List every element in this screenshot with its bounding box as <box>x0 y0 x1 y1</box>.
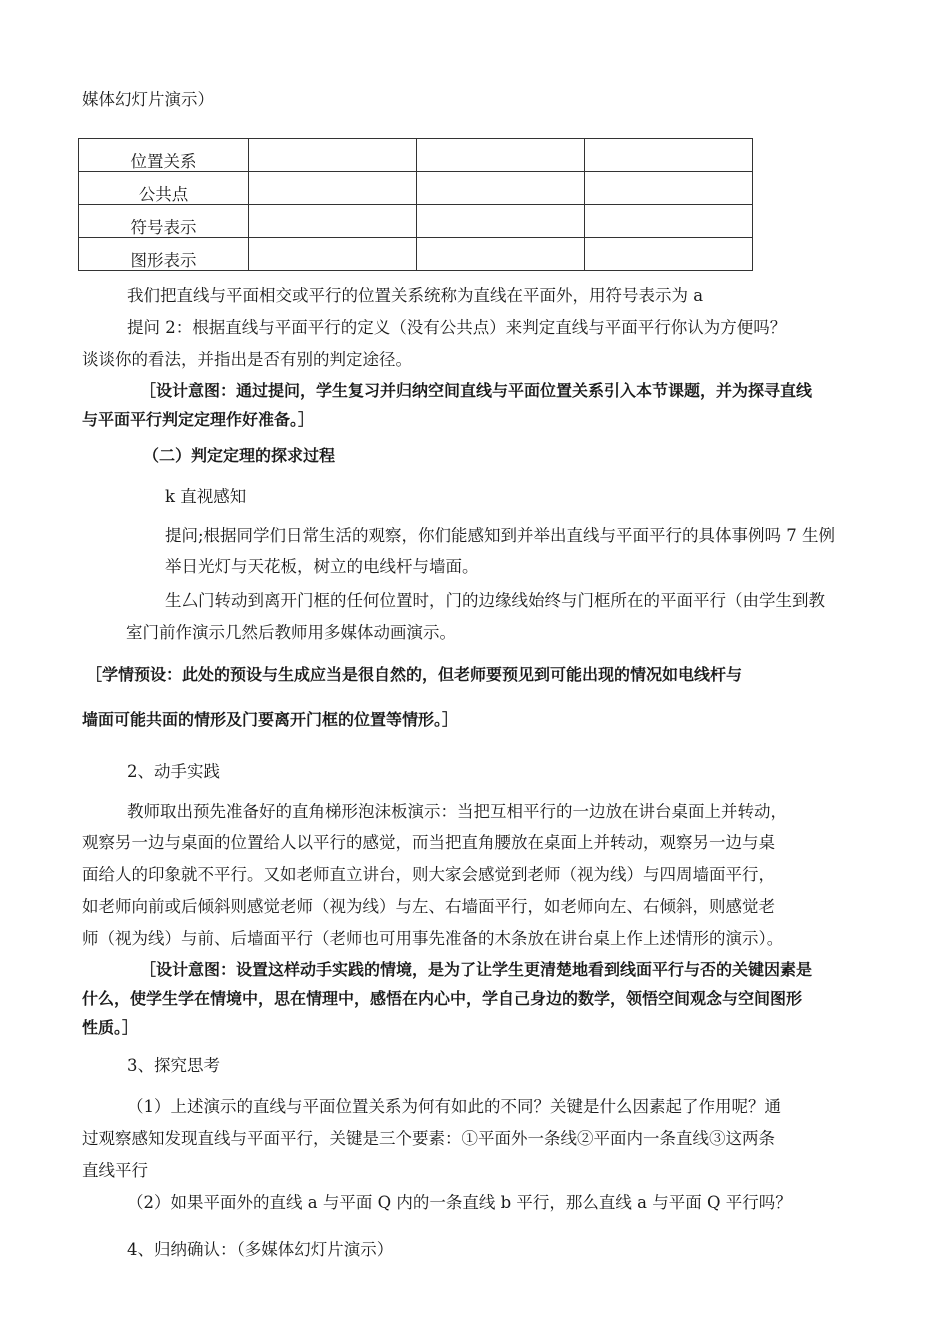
table-row <box>79 238 753 271</box>
table-row <box>79 139 753 172</box>
row-label: 符号表示 <box>79 205 249 238</box>
continued-line: 媒体幻灯片演示） <box>82 90 214 109</box>
design-intent: 性质。］ <box>82 1018 139 1037</box>
learning-preview: 墙面可能共面的情形及门要离开门框的位置等情形。］ <box>82 710 459 729</box>
paragraph: （2）如果平面外的直线 a 与平面 Q 内的一条直线 b 平行，那么直线 a 与平面 Q 平行吗？ <box>127 1193 792 1212</box>
row-label: 图形表示 <box>79 238 249 271</box>
paragraph: 提问;根据同学们日常生活的观察，你们能感知到并举出直线与平面平行的具体事例吗 7 生例 <box>165 526 836 545</box>
position-relation-table <box>78 138 753 271</box>
paragraph: 室门前作演示几然后教师用多媒体动画演示。 <box>126 623 456 642</box>
design-intent: ［设计意图：通过提问，学生复习并归纳空间直线与平面位置关系引入本节课题，并为探寻直线 <box>140 381 813 400</box>
paragraph: 如老师向前或后倾斜则感觉老师（视为线）与左、右墙面平行，如老师向左、右倾斜，则感觉老 <box>82 897 775 916</box>
paragraph: 面给人的印象就不平行。又如老师直立讲台，则大家会感觉到老师（视为线）与四周墙面平行， <box>82 865 775 884</box>
design-intent: 什么，使学生学在情境中，思在情理中，感悟在内心中，学自己身边的数学，领悟空间观念与空间图形 <box>82 989 803 1008</box>
row-label: 位置关系 <box>79 139 249 172</box>
subsection-heading: k 直视感知 <box>165 487 247 506</box>
paragraph: 观察另一边与桌面的位置给人以平行的感觉，而当把直角腰放在桌面上并转动，观察另一边与桌 <box>82 833 775 852</box>
design-intent: ［设计意图：设置这样动手实践的情境，是为了让学生更清楚地看到线面平行与否的关键因素是 <box>140 960 813 979</box>
section-heading: （二）判定定理的探求过程 <box>143 446 336 465</box>
paragraph: 教师取出预先准备好的直角梯形泡沫板演示：当把互相平行的一边放在讲台桌面上并转动， <box>127 802 787 821</box>
paragraph: 直线平行 <box>82 1161 148 1180</box>
paragraph: 过观察感知发现直线与平面平行，关键是三个要素：①平面外一条线②平面内一条直线③这两条 <box>82 1129 775 1148</box>
learning-preview: ［学情预设：此处的预设与生成应当是很自然的，但老师要预见到可能出现的情况如电线杆与 <box>86 665 743 684</box>
paragraph: （1）上述演示的直线与平面位置关系为何有如此的不同？关键是什么因素起了作用呢？通 <box>127 1097 781 1116</box>
paragraph: 提问 2：根据直线与平面平行的定义（没有公共点）来判定直线与平面平行你认为方便吗？ <box>127 318 787 337</box>
table-row <box>79 205 753 238</box>
subsection-heading: 3、探究思考 <box>127 1056 220 1075</box>
table-row <box>79 172 753 205</box>
paragraph: 举日光灯与天花板，树立的电线杆与墙面。 <box>165 557 479 576</box>
design-intent: 与平面平行判定定理作好准备。］ <box>82 410 315 429</box>
paragraph: 师（视为线）与前、后墙面平行（老师也可用事先准备的木条放在讲台桌上作上述情形的演示）。 <box>82 929 784 948</box>
paragraph: 我们把直线与平面相交或平行的位置关系统称为直线在平面外，用符号表示为 a <box>127 286 704 305</box>
paragraph: 生厶门转动到离开门框的任何位置时，门的边缘线始终与门框所在的平面平行（由学生到教 <box>165 591 825 610</box>
subsection-heading: 4、归纳确认：（多媒体幻灯片演示） <box>127 1240 394 1259</box>
paragraph: 谈谈你的看法，并指出是否有别的判定途径。 <box>82 350 412 369</box>
row-label: 公共点 <box>79 172 249 205</box>
subsection-heading: 2、动手实践 <box>127 762 220 781</box>
